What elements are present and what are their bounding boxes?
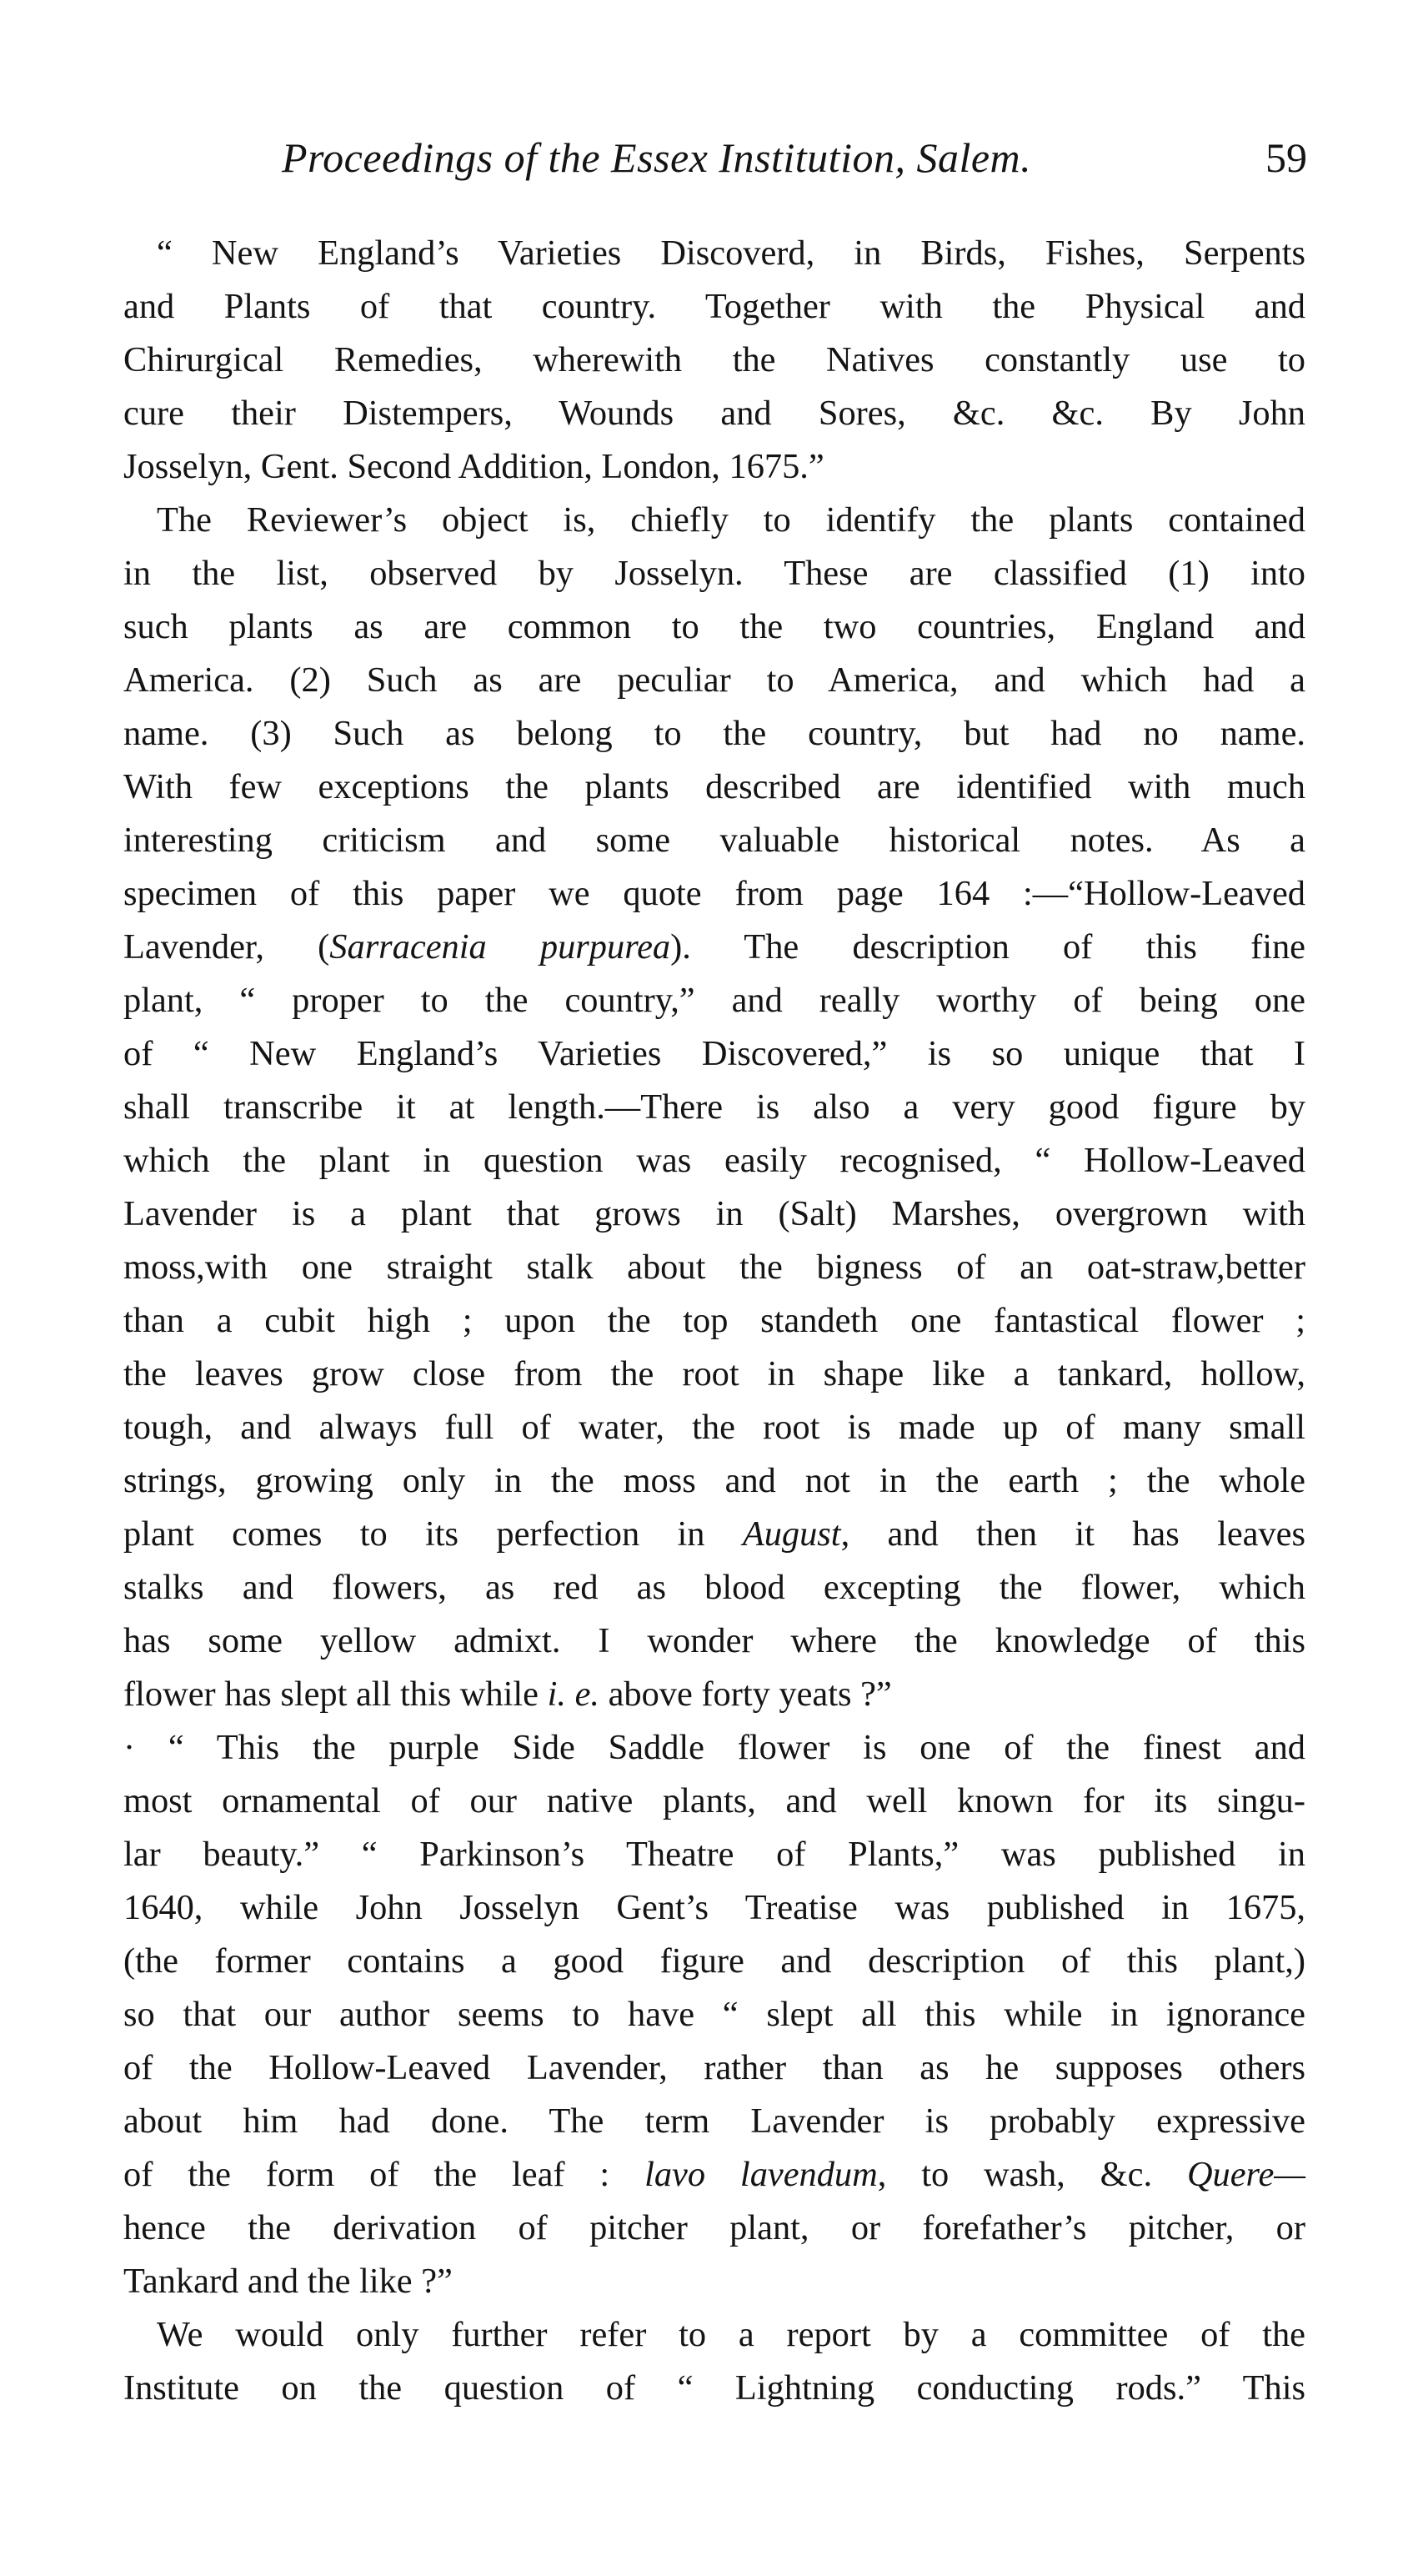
text-line: and Plants of that country. Together with the Physical and	[123, 287, 1305, 326]
text-line: which the plant in question was easily recognised, “ Hollow-Leaved	[123, 1141, 1305, 1180]
text-line: “ New England’s Varieties Discoverd, in Birds, Fishes, Serpents	[157, 233, 1305, 273]
running-head	[123, 133, 1307, 192]
text-line: Institute on the question of “ Lightning conducting rods.” This	[123, 2368, 1305, 2408]
text-line: Josselyn, Gent. Second Addition, London, 1675.”	[123, 447, 824, 486]
text-line: 1640, while John Josselyn Gent’s Treatise was published in 1675,	[123, 1888, 1305, 1927]
text-line: so that our author seems to have “ slept all this while in ignorance	[123, 1995, 1305, 2034]
text-line: Lavender, (Sarracenia purpurea). The description of this fine	[123, 927, 1305, 967]
text-line: the leaves grow close from the root in shape like a tankard, hollow,	[123, 1354, 1305, 1393]
text-line: We would only further refer to a report by a committee of the	[157, 2315, 1305, 2354]
text-line: America. (2) Such as are peculiar to America, and which had a	[123, 660, 1305, 700]
paragraph-title-citation	[123, 227, 1305, 494]
text-line: in the list, observed by Josselyn. These are classified (1) into	[123, 554, 1305, 593]
text-line: interesting criticism and some valuable historical notes. As a	[123, 821, 1305, 860]
text-line: With few exceptions the plants described are identified with much	[123, 767, 1305, 806]
text-line: than a cubit high ; upon the top standeth one fantastical flower ;	[123, 1301, 1305, 1340]
text-line: of “ New England’s Varieties Discovered,” is so unique that I	[123, 1034, 1305, 1073]
text-line: plant, “ proper to the country,” and really worthy of being one	[123, 981, 1305, 1020]
text-line: plant comes to its perfection in August, and then it has leaves	[123, 1514, 1305, 1554]
text-line: tough, and always full of water, the root is made up of many small	[123, 1408, 1305, 1447]
text-line: shall transcribe it at length.—There is also a very good figure by	[123, 1087, 1305, 1127]
text-line: most ornamental of our native plants, and well known for its singu-	[123, 1781, 1305, 1820]
text-line: stalks and flowers, as red as blood excepting the flower, which	[123, 1568, 1305, 1607]
paragraph-lightning-rods	[123, 2308, 1305, 2415]
text-line: name. (3) Such as belong to the country, but had no name.	[123, 714, 1305, 753]
text-line: Tankard and the like ?”	[123, 2262, 453, 2301]
text-line: The Reviewer’s object is, chiefly to identify the plants contained	[157, 500, 1305, 540]
text-line: specimen of this paper we quote from page 164 :—“Hollow-Leaved	[123, 874, 1305, 913]
text-line: (the former contains a good figure and description of this plant,)	[123, 1941, 1305, 1981]
text-line: strings, growing only in the moss and not in the earth ; the whole	[123, 1461, 1305, 1500]
running-title: Proceedings of the Essex Institution, Salem.	[282, 134, 1032, 181]
text-line: hence the derivation of pitcher plant, or forefather’s pitcher, or	[123, 2208, 1305, 2247]
page-number: 59	[1265, 134, 1307, 181]
text-line: flower has slept all this while i. e. above forty yeats ?”	[123, 1675, 892, 1714]
text-line: lar beauty.” “ Parkinson’s Theatre of Plants,” was published in	[123, 1835, 1305, 1874]
text-line: such plants as are common to the two countries, England and	[123, 607, 1305, 646]
body-text	[123, 227, 1305, 2415]
text-line: Lavender is a plant that grows in (Salt) Marshes, overgrown with	[123, 1194, 1305, 1233]
text-line: · “ This the purple Side Saddle flower is one of the finest and	[123, 1728, 1305, 1767]
text-line: has some yellow admixt. I wonder where the knowledge of this	[123, 1621, 1305, 1660]
paragraph-side-saddle-flower	[123, 1721, 1305, 2308]
text-line: Chirurgical Remedies, wherewith the Natives constantly use to	[123, 340, 1305, 379]
paragraph-reviewer-object	[123, 494, 1305, 1721]
text-line: of the Hollow-Leaved Lavender, rather than as he supposes others	[123, 2048, 1305, 2087]
text-line: moss,with one straight stalk about the bigness of an oat-straw,better	[123, 1248, 1305, 1287]
text-line: cure their Distempers, Wounds and Sores, &c. &c. By John	[123, 394, 1305, 433]
text-line: about him had done. The term Lavender is probably expressive	[123, 2101, 1305, 2141]
text-line: of the form of the leaf : lavo lavendum, to wash, &c. Quere—	[123, 2155, 1305, 2194]
